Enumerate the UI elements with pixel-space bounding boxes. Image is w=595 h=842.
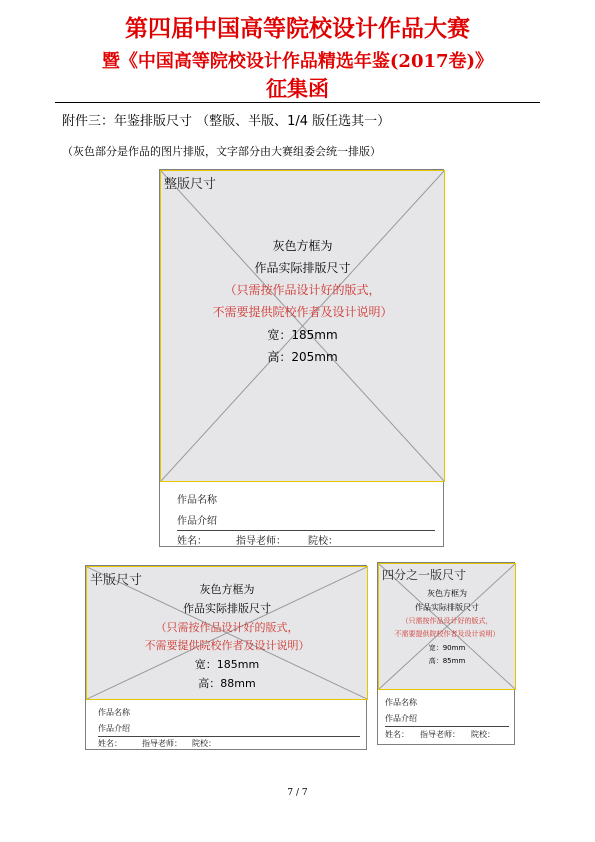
half-advisor: 指导老师： [142,739,182,748]
full-page-frame [159,169,444,547]
full-page-gray-box [160,170,445,482]
title-line-2: 暨《中国高等院校设计作品精选年鉴(2017卷)》 [101,51,494,72]
half-name: 姓名： [98,739,122,748]
quarter-width: 宽：90mm [428,644,466,652]
half-underline [98,736,360,737]
subtitle: 附件三：年鉴排版尺寸 （整版、半版、1/4 版任选其一） [62,114,391,129]
full-work-intro: 作品介绍 [177,516,217,527]
title-line-1: 第四届中国高等院校设计作品大赛 [125,15,470,42]
full-name: 姓名： [177,536,207,547]
title-line-3: 征集函 [266,76,329,101]
quarter-red-2: 不需要提供院校作者及设计说明） [394,630,500,638]
full-red-2: 不需要提供院校作者及设计说明） [212,305,393,319]
full-box-sub: 作品实际排版尺寸 [254,261,351,275]
full-red-1: （只需按作品设计好的版式， [224,283,381,297]
quarter-red-1: （只需按作品设计好的版式， [401,617,493,625]
half-page-frame [85,565,367,750]
half-box-title: 灰色方框为 [199,583,255,596]
half-page-label: 半版尺寸 [90,573,143,588]
half-height: 高：88mm [198,677,256,690]
half-width: 宽：185mm [194,658,260,671]
half-box-sub: 作品实际排版尺寸 [183,602,271,615]
quarter-advisor: 指导老师： [420,730,460,739]
quarter-page-frame [377,562,515,745]
note: （灰色部分是作品的图片排版，文字部分由大赛组委会统一排版） [62,145,381,158]
full-height: 高：205mm [267,350,338,364]
header-rule [55,102,540,103]
full-underline [177,530,435,531]
full-box-title: 灰色方框为 [272,239,333,253]
quarter-box-sub: 作品实际排版尺寸 [415,603,479,612]
half-work-name: 作品名称 [98,708,130,717]
quarter-page-label: 四分之一版尺寸 [382,568,467,582]
half-red-1: （只需按作品设计好的版式， [155,621,299,634]
half-school: 院校： [192,739,216,748]
full-advisor: 指导老师： [236,536,286,547]
quarter-page-gray-box [378,563,516,690]
quarter-name: 姓名： [385,730,409,739]
quarter-work-intro: 作品介绍 [385,714,417,723]
quarter-underline [385,726,509,727]
quarter-height: 高：85mm [428,657,466,665]
half-work-intro: 作品介绍 [98,724,130,733]
full-school: 院校： [308,536,338,547]
full-page-label: 整版尺寸 [164,177,217,192]
quarter-school: 院校： [471,730,495,739]
quarter-box-title: 灰色方框为 [427,589,467,598]
full-width: 宽：185mm [267,328,338,342]
quarter-work-name: 作品名称 [385,698,417,707]
full-work-name: 作品名称 [177,495,217,506]
page-number: 7 / 7 [287,788,308,798]
half-page-gray-box [86,566,368,700]
half-red-2: 不需要提供院校作者及设计说明） [144,639,310,652]
